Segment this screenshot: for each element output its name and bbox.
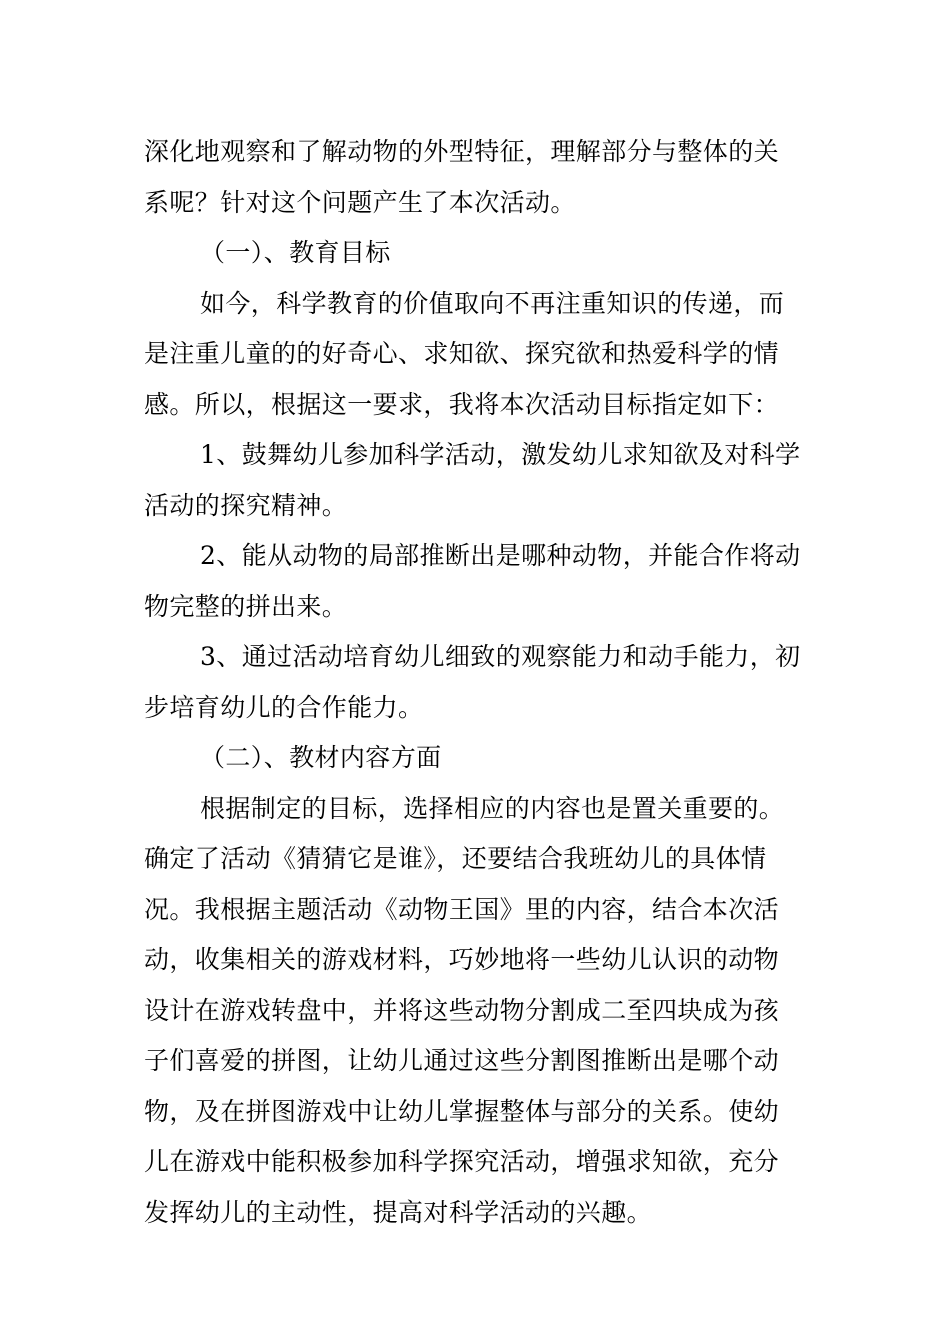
body-text-line: 根据制定的目标，选择相应的内容也是置关重要的。 — [200, 793, 785, 823]
goal-item: 3、通过活动培育幼儿细致的观察能力和动手能力，初 — [200, 642, 801, 671]
body-text-line: 感。所以，根据这一要求，我将本次活动目标指定如下： — [144, 389, 780, 419]
document-body — [144, 127, 808, 1238]
body-text-line: 物完整的拼出来。 — [144, 591, 348, 621]
body-text-line: 况。我根据主题活动《动物王国》里的内容，结合本次活 — [144, 894, 780, 924]
section-heading: （一）、教育目标 — [200, 238, 391, 267]
body-text-line: 设计在游戏转盘中，并将这些动物分割成二至四块成为孩 — [144, 995, 780, 1025]
body-text-line: 儿在游戏中能积极参加科学探究活动，增强求知欲，充分 — [144, 1147, 780, 1176]
body-text-line: 子们喜爱的拼图，让幼儿通过这些分割图推断出是哪个动 — [144, 1046, 780, 1075]
body-text-line: 深化地观察和了解动物的外型特征，理解部分与整体的关 — [144, 137, 780, 166]
body-text-line: 是注重儿童的的好奇心、求知欲、探究欲和热爱科学的情 — [144, 339, 780, 368]
body-text-line: 确定了活动《猜猜它是谁》，还要结合我班幼儿的具体情 — [144, 844, 767, 873]
body-text-line: 动，收集相关的游戏材料，巧妙地将一些幼儿认识的动物 — [144, 945, 780, 974]
body-text-line: 如今，科学教育的价值取向不再注重知识的传递，而 — [200, 288, 785, 318]
goal-item: 1、鼓舞幼儿参加科学活动，激发幼儿求知欲及对科学 — [200, 440, 801, 469]
body-text-line: 步培育幼儿的合作能力。 — [144, 692, 424, 722]
body-text-line: 系呢？针对这个问题产生了本次活动。 — [144, 187, 576, 217]
body-text-line: 发挥幼儿的主动性，提高对科学活动的兴趣。 — [144, 1197, 653, 1227]
body-text-line: 物，及在拼图游戏中让幼儿掌握整体与部分的关系。使幼 — [144, 1096, 780, 1126]
section-heading: （二）、教材内容方面 — [200, 743, 442, 772]
goal-item: 2、能从动物的局部推断出是哪种动物，并能合作将动 — [200, 541, 801, 570]
body-text-line: 活动的探究精神。 — [144, 490, 348, 520]
